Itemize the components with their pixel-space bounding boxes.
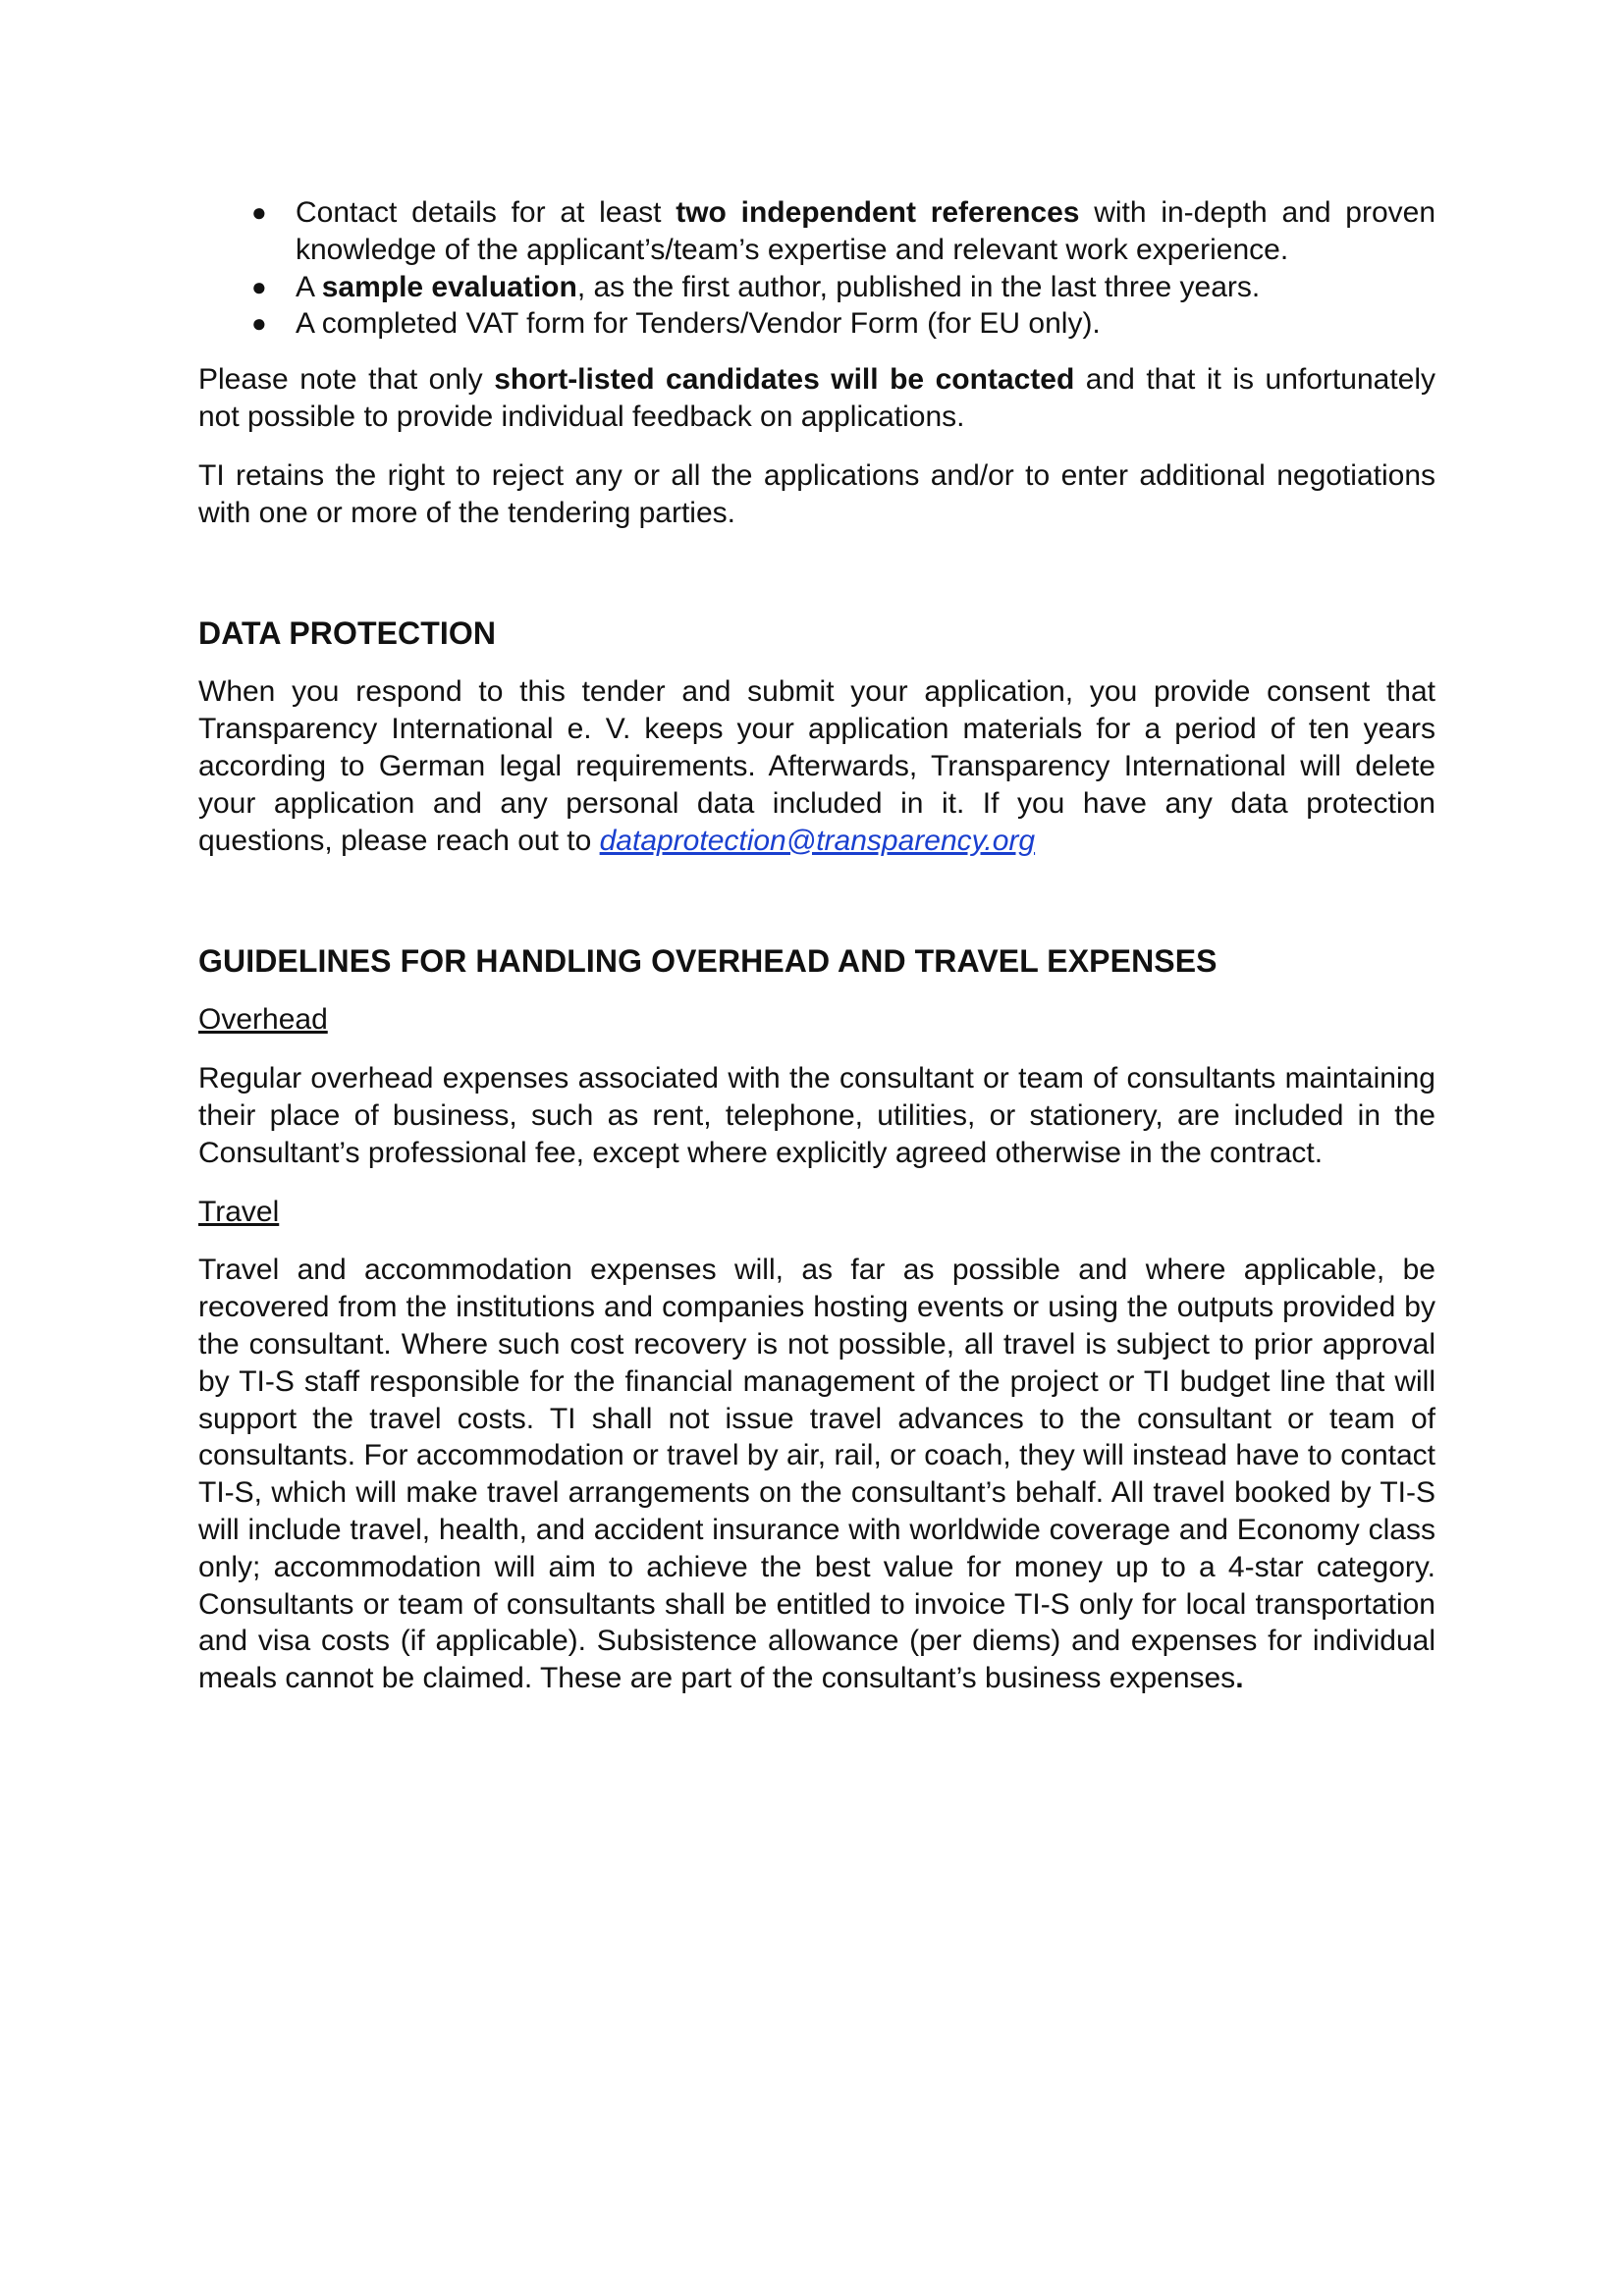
- item-text: A: [296, 270, 322, 303]
- rights-paragraph: TI retains the right to reject any or all the applications and/or to enter additional negotiations with one or more of the tendering parties.: [198, 458, 1435, 529]
- document-page: [198, 194, 1435, 1719]
- guidelines-heading: GUIDELINES FOR HANDLING OVERHEAD AND TRAVEL EXPENSES: [198, 943, 1218, 980]
- note-text: Please note that only: [198, 363, 495, 397]
- note-text-end: and that it is unfortunately not possible to provide individual feedback on applications.: [198, 363, 1435, 433]
- overhead-subheading: Overhead: [198, 1003, 328, 1037]
- item-emphasis: two independent references: [676, 196, 1080, 229]
- data-protection-email-link[interactable]: dataprotection@transparency.org: [599, 824, 1036, 857]
- overhead-paragraph: Regular overhead expenses associated with the consultant or team of consultants maintaining their place of business, such as rent, telephone, utilities, or stationery, are included in the Consultant’s professional fee, except where explicitly agreed otherwise in the contract.: [198, 1062, 1435, 1169]
- bullet-icon: ●: [251, 308, 267, 339]
- travel-text-end: .: [1235, 1662, 1244, 1695]
- requirements-list: [198, 194, 1435, 343]
- travel-paragraph: [198, 1252, 1435, 1697]
- list-item: [198, 194, 1435, 269]
- travel-subheading: Travel: [198, 1195, 280, 1228]
- data-protection-text: When you respond to this tender and submit your application, you provide consent that Transparency International e. V. keeps your application materials for a period of ten years according to German legal requirements. Afterwards, Transparency International will delete your application and any personal data included in it. If you have any data protection questions, please reach out to: [198, 675, 1435, 857]
- item-text-end: , as the first author, published in the last three years.: [576, 270, 1261, 303]
- note-emphasis: short-listed candidates will be contacted: [494, 363, 1075, 397]
- spacer: [198, 881, 1435, 941]
- travel-text: Travel and accommodation expenses will, as far as possible and where applicable, be recovered from the institutions and companies hosting events or using the outputs provided by the consultant. Where such cost recovery is not possible, all travel is subject to prior approval by TI-S staff responsible for the financial management of the project or TI budget line that will support the travel costs. TI shall not issue travel advances to the consultant or team of consultants. For accommodation or travel by air, rail, or coach, they will instead have to contact TI-S, which will make travel arrangements on the consultant’s behalf. All travel booked by TI-S will include travel, health, and accident insurance with worldwide coverage and Economy class only; accommodation will aim to achieve the best value for money up to a 4-star category. Consultants or team of consultants shall be entitled to invoice TI-S only for local transportation and visa costs (if applicable). Subsistence allowance (per diems) and expenses for individual meals cannot be claimed. These are part of the consultant’s business expenses: [198, 1254, 1435, 1695]
- data-protection-heading: DATA PROTECTION: [198, 615, 497, 652]
- shortlist-note: [198, 361, 1435, 436]
- item-text: Contact details for at least: [296, 196, 677, 229]
- spacer: [198, 553, 1435, 614]
- item-text-end: with in-depth and proven knowledge of the applicant’s/team’s expertise and relevant work experience.: [296, 196, 1435, 266]
- list-item: [198, 269, 1435, 306]
- bullet-icon: ●: [251, 197, 267, 227]
- data-protection-paragraph: [198, 673, 1435, 859]
- item-emphasis: sample evaluation: [321, 270, 577, 303]
- item-text: A completed VAT form for Tenders/Vendor Form (for EU only).: [296, 307, 1101, 341]
- bullet-icon: ●: [251, 271, 267, 301]
- list-item: [198, 305, 1435, 343]
